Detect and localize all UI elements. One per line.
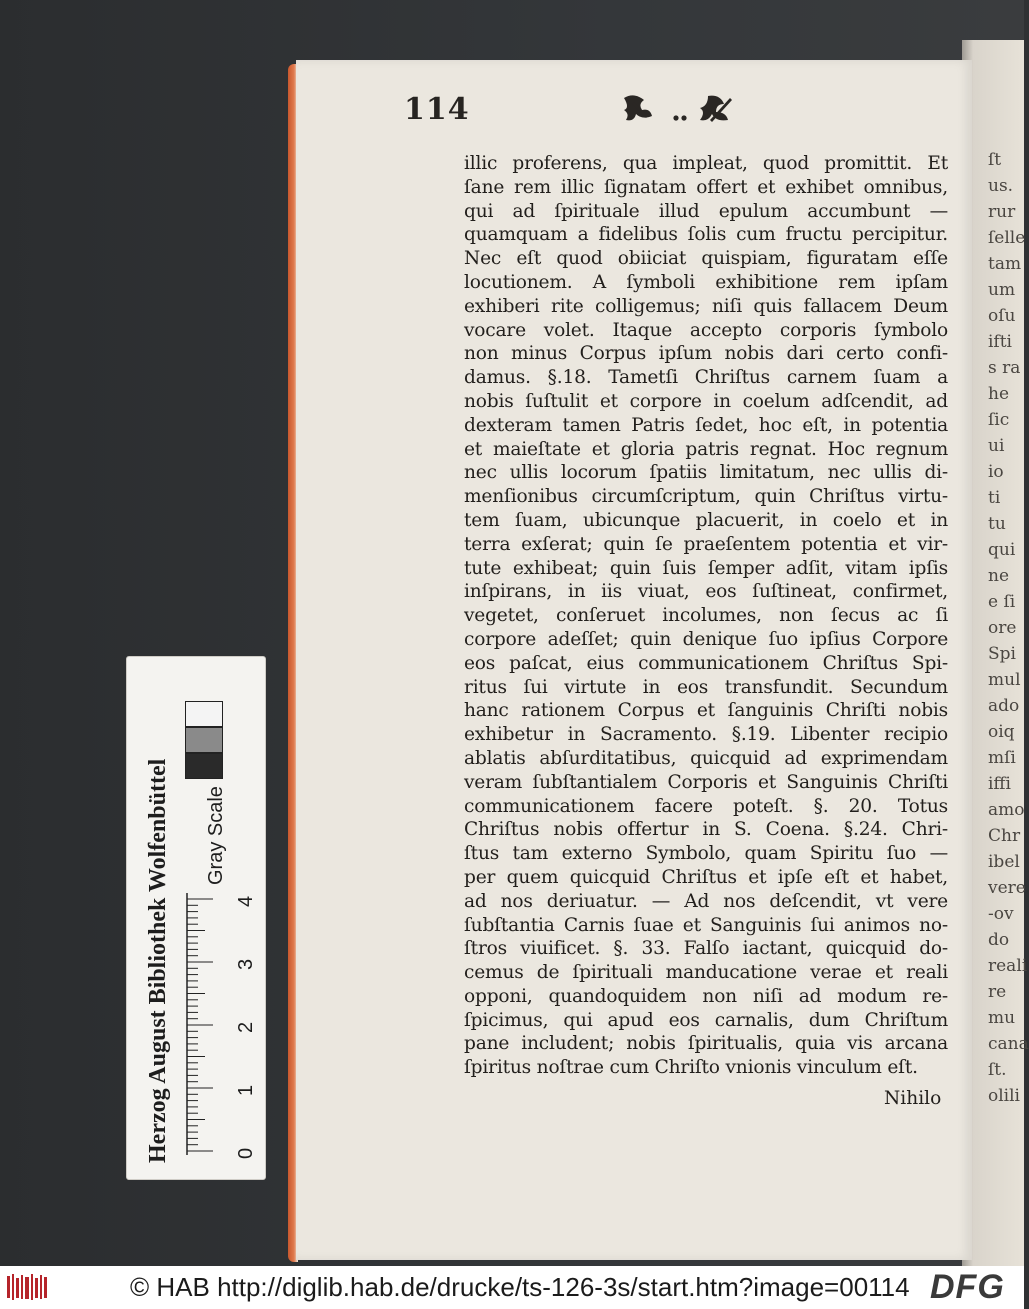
adjacent-page-fragment: ibel [988, 852, 1020, 872]
ruler-number: 0 [235, 1147, 257, 1159]
adjacent-page-fragment: amo [988, 800, 1025, 820]
adjacent-page-fragment: us. [988, 176, 1014, 196]
adjacent-page-fragment: mul [988, 670, 1021, 690]
footer-citation: © HAB http://diglib.hab.de/drucke/ts-126-3s/start.htm?image=00114 [130, 1272, 910, 1302]
text-line: ſubſtantia Carnis ſuae et Sanguinis ſui animos no- [464, 914, 948, 936]
text-line: per quem quicquid Chriſtus et ipſe eſt et habet, [464, 866, 948, 888]
text-line: tute exhibeat; quin ſuis ſemper adſit, vitam ipſis [464, 557, 948, 579]
adjacent-page-fragment: ne [988, 566, 1010, 586]
adjacent-page-fragment: mſi [988, 748, 1016, 768]
text-line: ſane rem illic ſignatam offert et exhibet omnibus, [464, 176, 948, 198]
adjacent-page-fragment: ti [988, 488, 1001, 508]
text-line: vegetet, conſeruet incolumes, non ſecus ac ſi [464, 605, 948, 627]
text-line: veram ſubſtantialem Corporis et Sanguinis Chriſti [464, 771, 948, 793]
adjacent-page-fragment: cana [988, 1034, 1029, 1054]
adjacent-page-fragment: ſt [988, 150, 1002, 170]
footer-bar [0, 1266, 1024, 1309]
adjacent-page-fragment: olili [988, 1086, 1020, 1106]
hab-barcode-logo-icon [6, 1272, 48, 1302]
text-line: pane includent; nobis ſpiritualis, quia vis arcana [464, 1033, 948, 1055]
swatch-black [185, 753, 223, 779]
centimeter-ruler [185, 893, 225, 1163]
page-number: 114 [404, 92, 470, 127]
adjacent-page-fragment: ſic [988, 410, 1010, 430]
adjacent-page-fragment: re [988, 982, 1007, 1002]
text-line: inſpirans, in iis viuat, eos ſuſtineat, confirmet, [464, 581, 948, 603]
adjacent-page-fragment: reali [988, 956, 1028, 976]
adjacent-page-fragment: iffi [988, 774, 1011, 794]
text-line: ablatis abſurditatibus, quicquid ad exprimendam [464, 747, 948, 769]
adjacent-page-fragment: do [988, 930, 1010, 950]
adjacent-page-fragment: he [988, 384, 1010, 404]
ruler-number: 3 [235, 958, 257, 970]
swatch-white [185, 701, 223, 727]
ruler-number: 4 [235, 895, 257, 907]
adjacent-page-fragment: tu [988, 514, 1006, 534]
color-scale-card [126, 656, 266, 1180]
adjacent-page-fragment: qui [988, 540, 1016, 560]
text-line: Nec eſt quod obiiciat quispiam, figuratam eſſe [464, 248, 948, 270]
text-line: communicationem facere poteſt. §. 20. Totus [464, 795, 948, 817]
dfg-logo: DFG [930, 1268, 1005, 1306]
text-line: nec ullis locorum ſpatiis limitatum, nec ullis di- [464, 462, 948, 484]
text-line: menſionibus circumſcriptum, quin Chriſtus virtu- [464, 486, 948, 508]
adjacent-page-fragment: io [988, 462, 1004, 482]
text-line: corpore adeſſet; quin denique ſuo ipſius Corpore [464, 628, 948, 650]
text-line: ad nos deriuatur. — Ad nos deſcendit, vt vere [464, 890, 948, 912]
adjacent-page-fragment: oiq [988, 722, 1015, 742]
text-line: ſpicimus, qui apud eos carnalis, dum Chriſtum [464, 1009, 948, 1031]
text-line: vocare volet. Itaque accepto corporis ſymbolo [464, 319, 948, 341]
text-line: exhibetur in Sacramento. §.19. Libenter recipio [464, 724, 948, 746]
adjacent-page-fragment: vere [988, 878, 1026, 898]
text-line: damus. §.18. Tametſi Chriſtus carnem ſuam a [464, 367, 948, 389]
gray-scale-label: Gray Scale [205, 786, 227, 885]
text-line: et maieſtate et gloria patris regnat. Hoc regnum [464, 438, 948, 460]
text-line: hanc rationem Corpus et ſanguinis Chriſti nobis [464, 700, 948, 722]
text-line: locutionem. A ſymboli exhibitione rem ipſam [464, 271, 948, 293]
adjacent-page-fragment: s ra [988, 358, 1021, 378]
text-line: illic proferens, qua impleat, quod promittit. Et [464, 153, 948, 174]
body-text [464, 152, 948, 1080]
adjacent-page-fragment: ado [988, 696, 1020, 716]
swatch-gray [185, 727, 223, 753]
text-line: cemus de ſpirituali manducatione verae et reali [464, 962, 948, 984]
text-line: ritus ſui virtute in eos transfundit. Secundum [464, 676, 948, 698]
text-line: eos paſcat, eius communicationem Chriſtus Spi- [464, 652, 948, 674]
text-line: quamquam a fidelibus ſolis cum fructu percipitur. [464, 224, 948, 246]
adjacent-page-fragment: ifti [988, 332, 1012, 352]
book-page [296, 60, 972, 1260]
text-line: nobis ſuſtulit et corpore in coelum adſcendit, ad [464, 390, 948, 412]
text-line: opponi, quandoquidem non niſi ad modum re- [464, 985, 948, 1007]
header-ornament-icon [618, 90, 758, 128]
text-line: qui ad ſpirituale illud epulum accumbunt — [464, 200, 948, 222]
text-line: ſpiritus noſtrae cum Chriſto vnionis vinculum eſt. [464, 1057, 918, 1079]
text-line: tem ſuam, ubicunque placuerit, in coelo et in [464, 509, 948, 531]
text-line: terra exſerat; quin ſe praeſentem potentia et vir- [464, 533, 948, 555]
adjacent-page-fragment: mu [988, 1008, 1016, 1028]
adjacent-page-fragment: e ſi [988, 592, 1016, 612]
adjacent-page-fragment: ore [988, 618, 1017, 638]
adjacent-page-fragment: -ov [988, 904, 1014, 924]
adjacent-page-fragment: ſt. [988, 1060, 1007, 1080]
adjacent-page-fragment: tam [988, 254, 1022, 274]
text-line: ſtros viuificet. §. 33. Falſo iactant, quicquid do- [464, 938, 948, 960]
adjacent-page-fragment: oſu [988, 306, 1016, 326]
text-line: dexteram tamen Patris ſedet, hoc eſt, in potentia [464, 414, 948, 436]
adjacent-page-fragment: rur [988, 202, 1016, 222]
text-line: Chriſtus nobis offertur in S. Coena. §.24. Chri- [464, 819, 948, 841]
ruler-number: 2 [235, 1021, 257, 1033]
text-line: exhiberi rite colligemus; niſi quis fallacem Deum [464, 295, 948, 317]
adjacent-page-fragment: um [988, 280, 1016, 300]
ruler-number: 1 [235, 1084, 257, 1096]
adjacent-page-fragment: ui [988, 436, 1005, 456]
adjacent-page-fragment: ſelle [988, 228, 1026, 248]
adjacent-page-fragment: Spi [988, 644, 1016, 664]
text-line: ſtus tam externo Symbolo, quam Spiritu ſuo — [464, 843, 948, 865]
catchword: Nihilo [884, 1088, 942, 1109]
library-name: Herzog August Bibliothek Wolfenbüttel [145, 758, 171, 1163]
text-line: non minus Corpus ipſum nobis dari certo confi- [464, 343, 948, 365]
adjacent-page-fragment: Chr [988, 826, 1021, 846]
